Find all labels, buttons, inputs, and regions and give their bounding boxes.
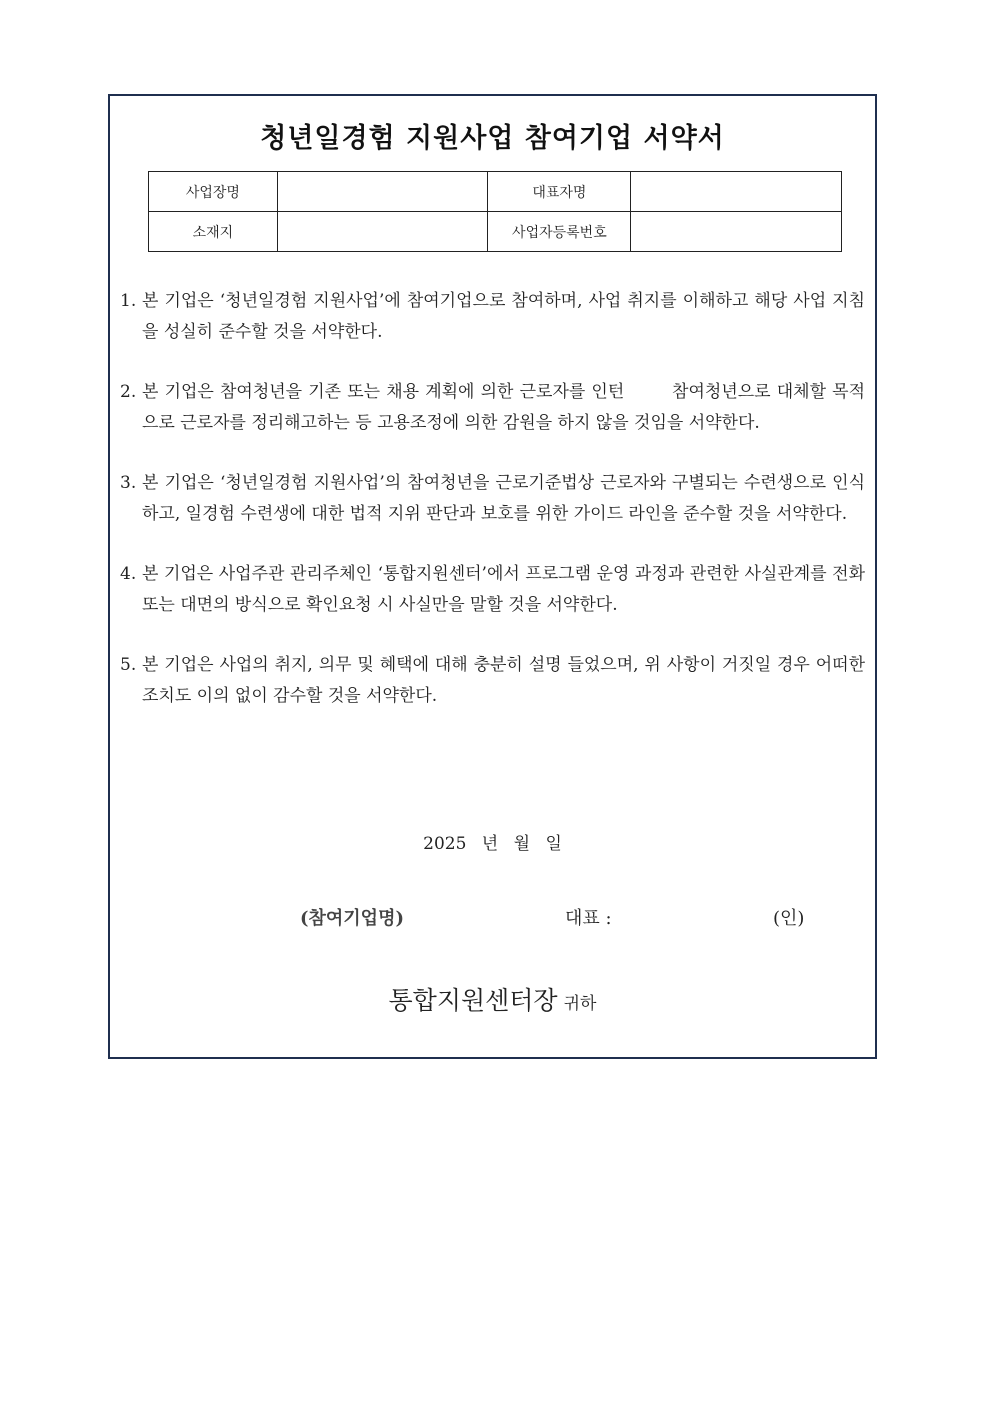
item-text: 본 기업은 사업주관 관리주체인 ‘통합지원센터’에서 프로그램 운영 과정과 관련한 사실관계를 전화 또는 대면의 방식으로 확인요청 시 사실만을 말할 것을 서약한다.	[142, 564, 865, 615]
label-representative-name: 대표자명	[488, 172, 631, 212]
table-row	[149, 212, 842, 252]
date-line: 2025 년 월 일	[423, 834, 562, 854]
item-text: 본 기업은 ‘청년일경험 지원사업’에 참여기업으로 참여하며, 사업 취지를 이해하고 해당 사업 지침을 성실히 준수할 것을 서약한다.	[142, 291, 865, 342]
pledge-item	[120, 377, 865, 438]
addressee-name: 통합지원센터장	[388, 986, 558, 1015]
item-number: 2.	[120, 382, 137, 402]
value-representative-name[interactable]	[631, 172, 842, 212]
label-location: 소재지	[149, 212, 278, 252]
item-text: 본 기업은 사업의 취지, 의무 및 혜택에 대해 충분히 설명 들었으며, 위 사항이 거짓일 경우 어떠한 조치도 이의 없이 감수할 것을 서약한다.	[142, 655, 865, 706]
item-number: 3.	[120, 473, 137, 493]
seal-label: (인)	[773, 908, 805, 929]
pledge-items	[120, 286, 865, 741]
pledge-item	[120, 286, 865, 347]
pledge-item	[120, 650, 865, 711]
pledge-item	[120, 559, 865, 620]
label-business-name: 사업장명	[149, 172, 278, 212]
document-title: 청년일경험 지원사업 참여기업 서약서	[260, 123, 725, 154]
value-business-registration-number[interactable]	[631, 212, 842, 252]
table-row	[149, 172, 842, 212]
label-business-registration-number: 사업자등록번호	[488, 212, 631, 252]
representative-label: 대표 :	[565, 908, 612, 929]
pledge-document-frame	[108, 94, 877, 1059]
addressee	[110, 981, 875, 1017]
business-info-table	[148, 171, 842, 252]
addressee-suffix: 귀하	[563, 994, 597, 1014]
item-text: 본 기업은 ‘청년일경험 지원사업’의 참여청년을 근로기준법상 근로자와 구별되는 수련생으로 인식하고, 일경험 수련생에 대한 법적 지위 판단과 보호를 위한 가이드 라인을 준수할 것을 서약한다.	[142, 473, 865, 524]
item-number: 4.	[120, 564, 137, 584]
value-location[interactable]	[277, 212, 488, 252]
item-number: 1.	[120, 291, 137, 311]
company-name-placeholder: (참여기업명)	[300, 908, 404, 929]
item-number: 5.	[120, 655, 137, 675]
value-business-name[interactable]	[277, 172, 488, 212]
item-text: 본 기업은 참여청년을 기존 또는 채용 계획에 의한 근로자를 인턴 참여청년으로 대체할 목적으로 근로자를 정리해고하는 등 고용조정에 의한 감원을 하지 않을 것임을 서약한다.	[142, 382, 865, 433]
pledge-item	[120, 468, 865, 529]
